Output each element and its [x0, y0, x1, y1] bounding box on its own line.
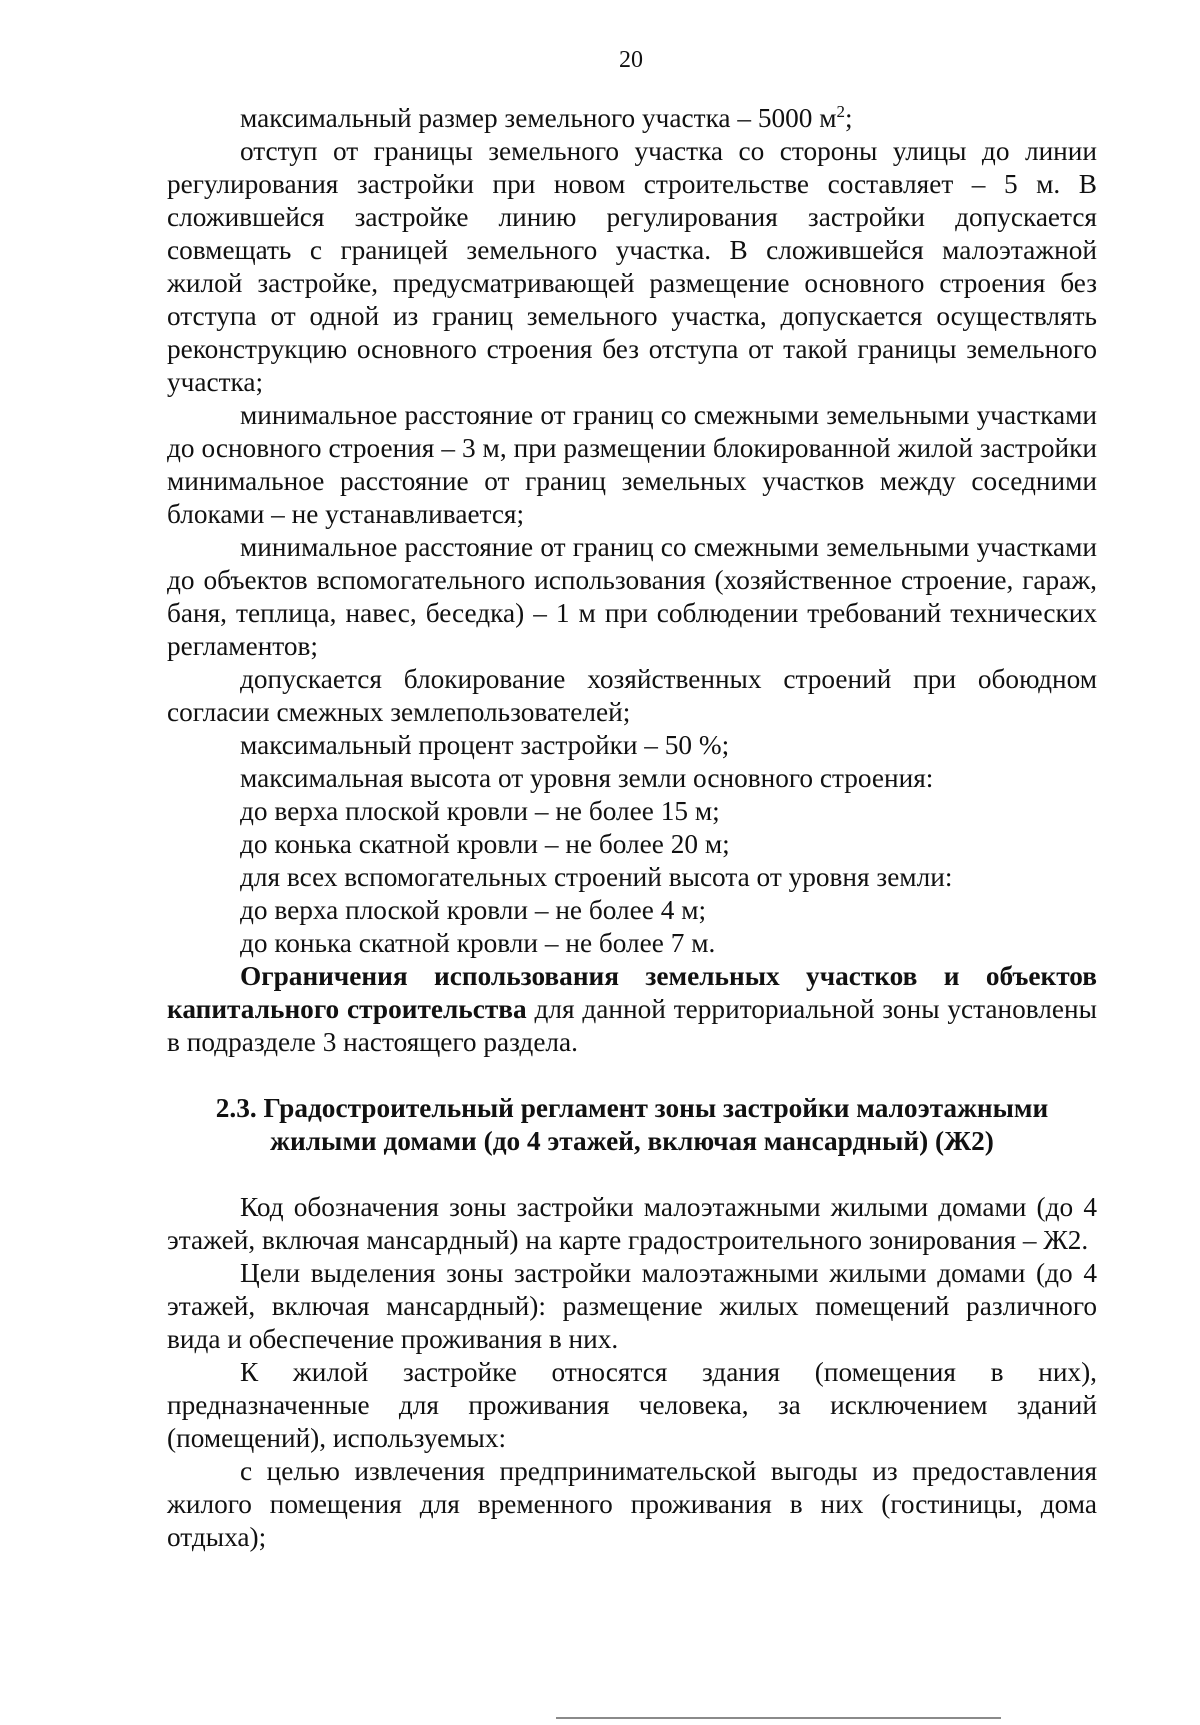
- paragraph-pitched-roof-20: до конька скатной кровли – не более 20 м;: [240, 829, 730, 859]
- paragraph-zone-goals: Цели выделения зоны застройки малоэтажными жилыми домами (до 4 этажей, включая мансардный): размещение жилых помещений различного вида и обеспечение проживания в них.: [167, 1258, 1097, 1354]
- paragraph-min-distance-auxiliary: минимальное расстояние от границ со смежными земельными участками до объектов вспомогательного использования (хозяйственное строение, гараж, баня, теплица, навес, беседка) – 1 м при соблюдении требований технических регламентов;: [167, 532, 1097, 661]
- paragraph-street-setback: отступ от границы земельного участка со стороны улицы до линии регулирования застройки при новом строительстве составляет – 5 м. В сложившейся застройке линию регулирования застройки допускается совмещать с границей земельного участка. В сложившейся малоэтажной жилой застройке, предусматривающей размещение основного строения без отступа от одной из границ земельного участка, допускается осуществлять реконструкцию основного строения без отступа от такой границы земельного участка;: [167, 136, 1097, 397]
- section-heading-line-1: 2.3. Градостроительный регламент зоны застройки малоэтажными: [215, 1093, 1049, 1123]
- paragraph-pitched-roof-7: до конька скатной кровли – не более 7 м.: [240, 928, 716, 958]
- paragraph-restrictions: [167, 960, 1097, 1059]
- superscript: 2: [836, 101, 846, 121]
- document-body: [167, 102, 1097, 1554]
- paragraph-text: максимальный размер земельного участка – 5000 м: [240, 103, 837, 133]
- paragraph-max-plot-size: [167, 102, 1097, 135]
- paragraph-auxiliary-height: для всех вспомогательных строений высота от уровня земли:: [240, 862, 953, 892]
- paragraph-commercial-purpose: с целью извлечения предпринимательской выгоды из предоставления жилого помещения для временного проживания в них (гостиницы, дома отдыха);: [167, 1456, 1097, 1552]
- paragraph-max-height: максимальная высота от уровня земли основного строения:: [240, 763, 934, 793]
- paragraph-flat-roof-15: до верха плоской кровли – не более 15 м;: [240, 796, 720, 826]
- footer-rule: [556, 1717, 1001, 1719]
- restrictions-text: для данной территориальной зоны установлены в подразделе 3 настоящего раздела.: [167, 994, 1097, 1057]
- paragraph-zone-code: Код обозначения зоны застройки малоэтажными жилыми домами (до 4 этажей, включая мансардный) на карте градостроительного зонирования – Ж2.: [167, 1192, 1097, 1255]
- restrictions-bold-text: Ограничения использования земельных участков и объектов капитального строительства: [167, 961, 1097, 1024]
- page-number: 20: [619, 47, 643, 73]
- paragraph-residential-definition: К жилой застройке относятся здания (помещения в них), предназначенные для проживания человека, за исключением зданий (помещений), используемых:: [167, 1357, 1097, 1453]
- paragraph-max-percent: максимальный процент застройки – 50 %;: [240, 730, 730, 760]
- paragraph-flat-roof-4: до верха плоской кровли – не более 4 м;: [240, 895, 707, 925]
- paragraph-blocking: допускается блокирование хозяйственных строений при обоюдном согласии смежных землепользователей;: [167, 664, 1097, 727]
- section-heading: [167, 1092, 1097, 1158]
- paragraph-text: ;: [845, 103, 853, 133]
- section-heading-line-2: жилыми домами (до 4 этажей, включая мансардный) (Ж2): [270, 1126, 994, 1156]
- paragraph-min-distance-main: минимальное расстояние от границ со смежными земельными участками до основного строения – 3 м, при размещении блокированной жилой застройки минимальное расстояние от границ земельных участков между соседними блоками – не устанавливается;: [167, 400, 1097, 529]
